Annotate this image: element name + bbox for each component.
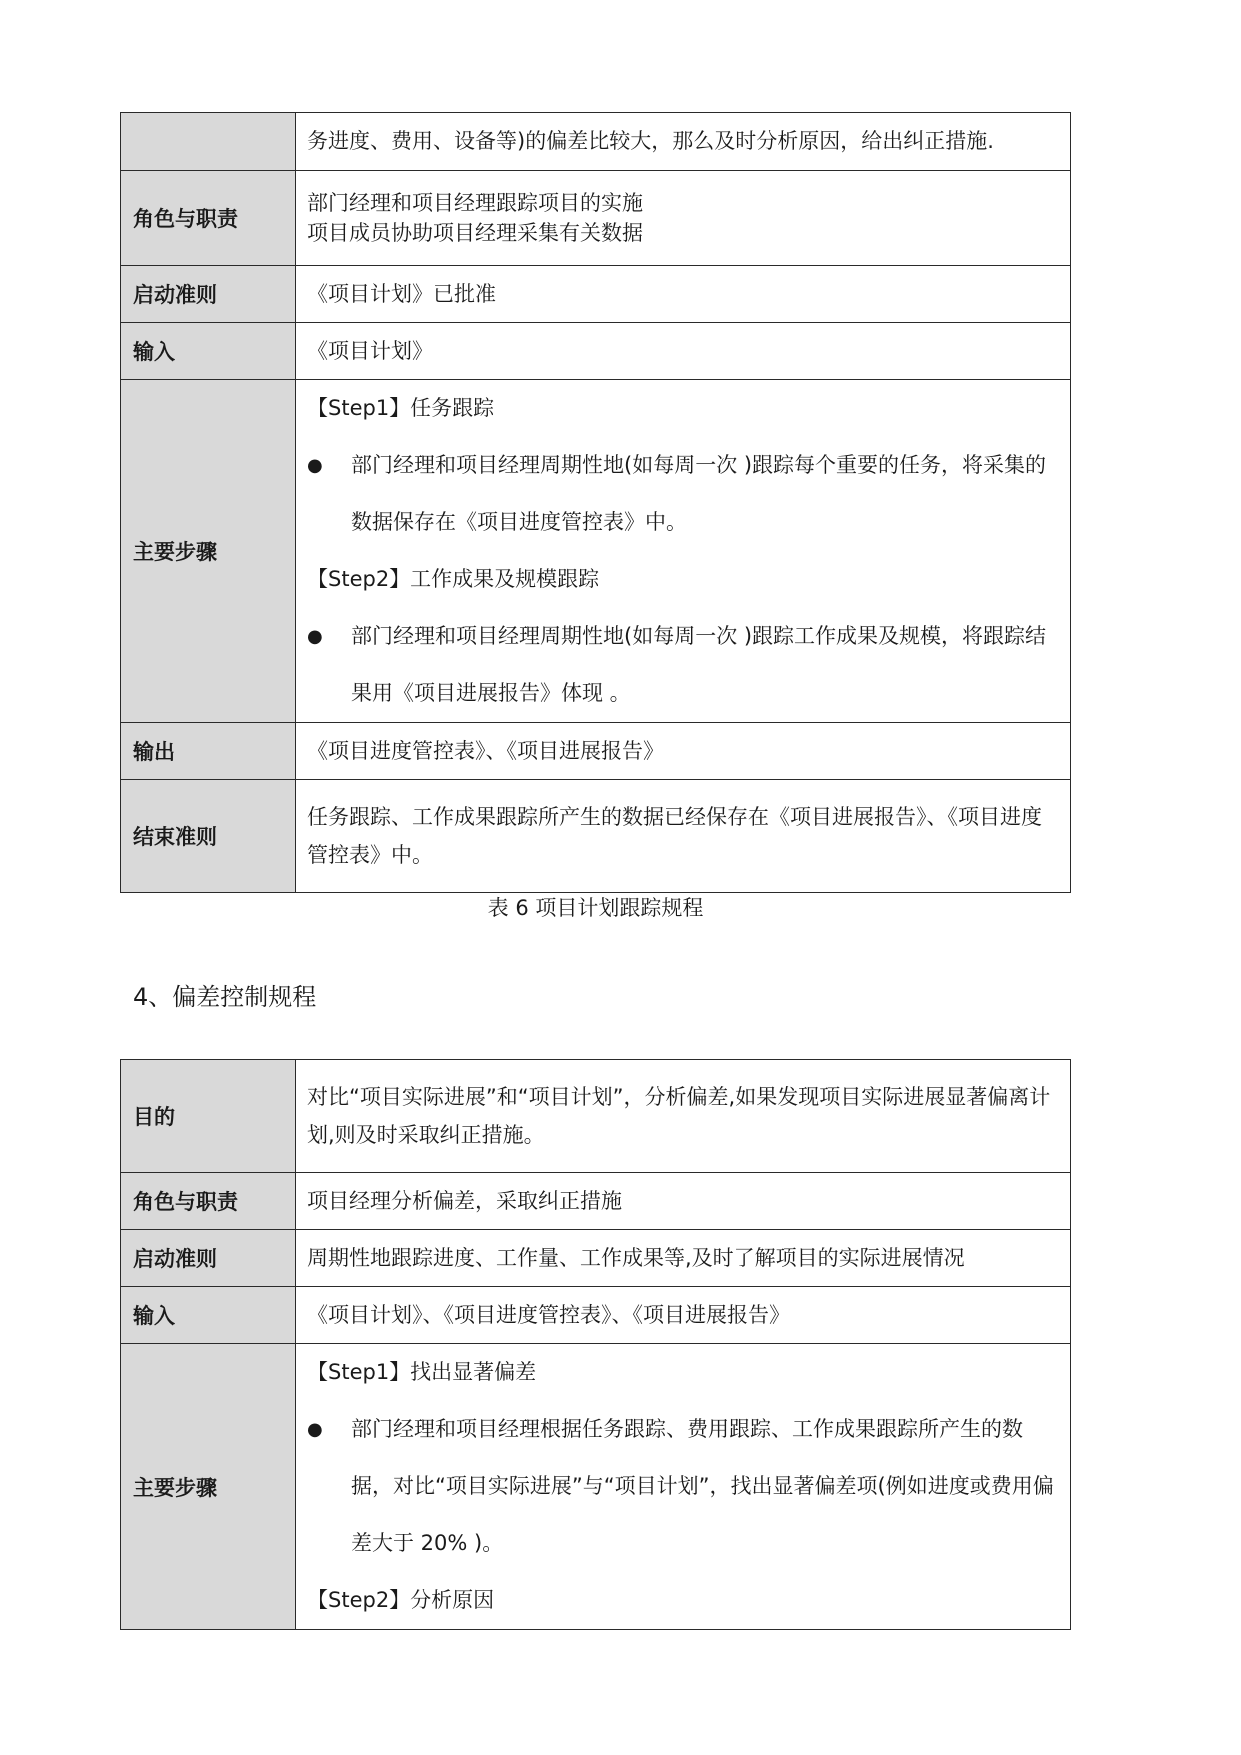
- row-label: 启动准则: [121, 266, 296, 323]
- table-row: [121, 113, 1071, 171]
- table-row: [121, 323, 1071, 380]
- row-label: 主要步骤: [121, 380, 296, 723]
- table-row: [121, 1344, 1071, 1630]
- step-heading: 【Step2】分析原因: [307, 1588, 495, 1612]
- bullet-icon: ●: [307, 455, 323, 476]
- table-row: [121, 1230, 1071, 1287]
- section-heading: 4、偏差控制规程: [133, 983, 317, 1011]
- row-value: 务进度、费用、设备等)的偏差比较大，那么及时分析原因，给出纠正措施.: [296, 113, 1071, 171]
- table-row: [121, 380, 1071, 723]
- row-value: 对比“项目实际进展”和“项目计划”，分析偏差,如果发现项目实际进展显著偏离计划,则及时采取纠正措施。: [296, 1060, 1071, 1173]
- table-row: [121, 723, 1071, 780]
- step-description: 部门经理和项目经理周期性地(如每周一次 )跟踪工作成果及规模，将跟踪结果用《项目进展报告》体现 。: [351, 624, 1047, 705]
- role-line: 部门经理和项目经理跟踪项目的实施: [307, 191, 643, 215]
- row-label: 输入: [121, 323, 296, 380]
- row-value: 《项目计划》、《项目进度管控表》、《项目进展报告》: [296, 1287, 1071, 1344]
- row-label: 输出: [121, 723, 296, 780]
- row-label: 主要步骤: [121, 1344, 296, 1630]
- deviation-control-table: [120, 1059, 1071, 1630]
- row-label: 结束准则: [121, 780, 296, 893]
- row-value: 项目经理分析偏差，采取纠正措施: [296, 1173, 1071, 1230]
- step-heading: 【Step1】任务跟踪: [307, 396, 495, 420]
- row-value: [296, 380, 1071, 723]
- row-label: 目的: [121, 1060, 296, 1173]
- row-value: 任务跟踪、工作成果跟踪所产生的数据已经保存在《项目进展报告》、《项目进度管控表》中。: [296, 780, 1071, 893]
- row-label: 角色与职责: [121, 171, 296, 266]
- role-line: 项目成员协助项目经理采集有关数据: [307, 221, 643, 245]
- step-description: 部门经理和项目经理周期性地(如每周一次 )跟踪每个重要的任务，将采集的数据保存在《项目进度管控表》中。: [351, 453, 1047, 534]
- bullet-icon: ●: [307, 626, 323, 647]
- row-value: [296, 1344, 1071, 1630]
- row-value: 《项目计划》已批准: [296, 266, 1071, 323]
- step-heading: 【Step2】工作成果及规模跟踪: [307, 567, 600, 591]
- row-value: [296, 171, 1071, 266]
- row-value: 《项目进度管控表》、《项目进展报告》: [296, 723, 1071, 780]
- list-item: [307, 437, 1062, 551]
- step-heading: 【Step1】找出显著偏差: [307, 1360, 537, 1384]
- row-value: 周期性地跟踪进度、工作量、工作成果等,及时了解项目的实际进展情况: [296, 1230, 1071, 1287]
- tracking-procedure-table: [120, 112, 1071, 893]
- row-label: 角色与职责: [121, 1173, 296, 1230]
- table-row: [121, 171, 1071, 266]
- row-label: [121, 113, 296, 171]
- list-item: [307, 608, 1062, 722]
- row-label: 启动准则: [121, 1230, 296, 1287]
- step-description: 部门经理和项目经理根据任务跟踪、费用跟踪、工作成果跟踪所产生的数据，对比“项目实际进展”与“项目计划”，找出显著偏差项(例如进度或费用偏差大于 20% )。: [351, 1417, 1054, 1555]
- table-row: [121, 266, 1071, 323]
- bullet-icon: ●: [307, 1419, 323, 1440]
- table-row: [121, 780, 1071, 893]
- list-item: [307, 1401, 1062, 1572]
- table-caption: 表 6 项目计划跟踪规程: [487, 896, 704, 920]
- table-row: [121, 1060, 1071, 1173]
- table-row: [121, 1287, 1071, 1344]
- row-value: 《项目计划》: [296, 323, 1071, 380]
- row-label: 输入: [121, 1287, 296, 1344]
- table-row: [121, 1173, 1071, 1230]
